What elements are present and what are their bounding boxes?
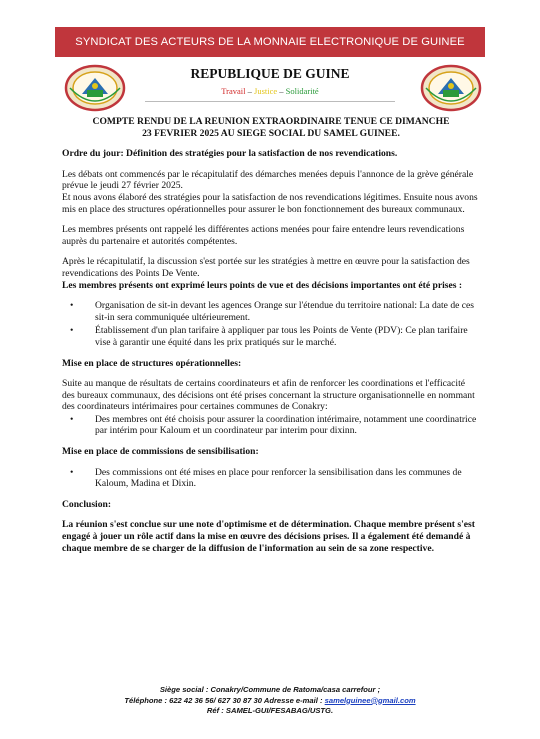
- list-item: • Organisation de sit-in devant les agences Orange sur l'étendue du territoire national: La date de ces sit-in sera communiquée ultérieurement.: [95, 300, 480, 323]
- header-divider: [145, 101, 395, 102]
- banner-title: SYNDICAT DES ACTEURS DE LA MONNAIE ELECTRONIQUE DE GUINEE: [75, 36, 465, 48]
- paragraph-debates: [62, 169, 480, 215]
- section-heading-conclusion: Conclusion:: [62, 498, 112, 510]
- motto-separator: –: [277, 86, 286, 96]
- paragraph-text: Les débats ont commencés par le récapitulatif des démarches menées depuis l'annonce de la grève générale prévue le jeudi 27 février 2025.: [62, 168, 474, 192]
- email-link[interactable]: samelguinee@gmail.com: [324, 695, 416, 705]
- footer-reference: Réf : SAMEL-GUI/FESABAG/USTG.: [206, 706, 334, 715]
- motto-separator: –: [245, 86, 255, 96]
- footer-address: Siège social : Conakry/Commune de Ratoma/casa carrefour ;: [159, 685, 381, 694]
- paragraph-recap: [62, 256, 480, 291]
- agenda: Ordre du jour: Définition des stratégies pour la satisfaction de nos revendications.: [62, 148, 398, 160]
- paragraph-conclusion: La réunion s'est conclue sur une note d'optimisme et de détermination. Chaque membre présent s'est engagé à jouer un rôle actif dans la mise en œuvre des décisions prises. Il a également été demandé à chaque membre de se charger de la diffusion de l'information au sein de sa zone respective.: [62, 519, 475, 554]
- motto-justice: Justice: [254, 86, 278, 96]
- paragraph-text: Et nous avons élaboré des stratégies pour la satisfaction de nos revendications légitimes. Ensuite nous avons mis en place des structures opérationnelles pour assurer le bon fonctionnement des bureaux communaux.: [62, 191, 478, 215]
- list-item: • Des commissions ont été mises en place pour renforcer la sensibilisation dans les communes de Kaloum, Madina et Dixin.: [95, 467, 480, 490]
- decisions-list: [62, 300, 480, 348]
- motto-work: Travail: [221, 86, 246, 96]
- commissions-list: [62, 467, 480, 490]
- organization-banner: [55, 27, 485, 57]
- list-item: • Établissement d'un plan tarifaire à appliquer par tous les Points de Vente (PDV): Ce plan tarifaire vise à garantir une équité dans les prix pratiqués sur le marché.: [95, 325, 480, 348]
- paragraph-text-bold: Les membres présents ont exprimé leurs points de vue et des décisions importantes ont été prises :: [62, 279, 463, 291]
- paragraph-actions: Les membres présents ont rappelé les différentes actions menées pour faire entendre leurs revendications auprès du partenaire et autorités compétentes.: [62, 224, 465, 247]
- report-title-line: COMPTE RENDU DE LA REUNION EXTRAORDINAIRE TENUE CE DIMANCHE: [92, 116, 450, 127]
- footer-phone: Téléphone : 622 42 36 56/ 627 30 87 30 Adresse e-mail :: [124, 695, 325, 705]
- report-body: [62, 116, 480, 563]
- country-title: REPUBLIQUE DE GUINE: [190, 66, 350, 81]
- footer-contact: [0, 696, 540, 707]
- structures-list: [62, 414, 480, 437]
- paragraph-structures: Suite au manque de résultats de certains coordinateurs et afin de renforcer les coordinations et l'efficacité des bureaux communaux, des décisions ont été prises concernant la structure organisationnelle en nommant des coordinateurs intérimaires pour certaines communes de Conakry:: [62, 378, 475, 413]
- list-item: • Des membres ont été choisis pour assurer la coordination intérimaire, notamment une coordinatrice par intérim pour Kaloum et un coordinateur par interim pour dixinn.: [95, 414, 480, 437]
- section-heading-structures: Mise en place de structures opérationnelles:: [62, 357, 242, 369]
- report-title-line: 23 FEVRIER 2025 AU SIEGE SOCIAL DU SAMEL GUINEE.: [142, 127, 400, 139]
- national-motto: [0, 86, 540, 96]
- motto-solidarity: Solidarité: [285, 86, 319, 96]
- footer: [0, 685, 540, 717]
- paragraph-text: Après le récapitulatif, la discussion s'est portée sur les stratégies à mettre en œuvre pour la satisfaction des revendications des Points De Vente.: [62, 256, 470, 279]
- report-title: [62, 116, 480, 139]
- section-heading-commissions: Mise en place de commissions de sensibilisation:: [62, 446, 259, 458]
